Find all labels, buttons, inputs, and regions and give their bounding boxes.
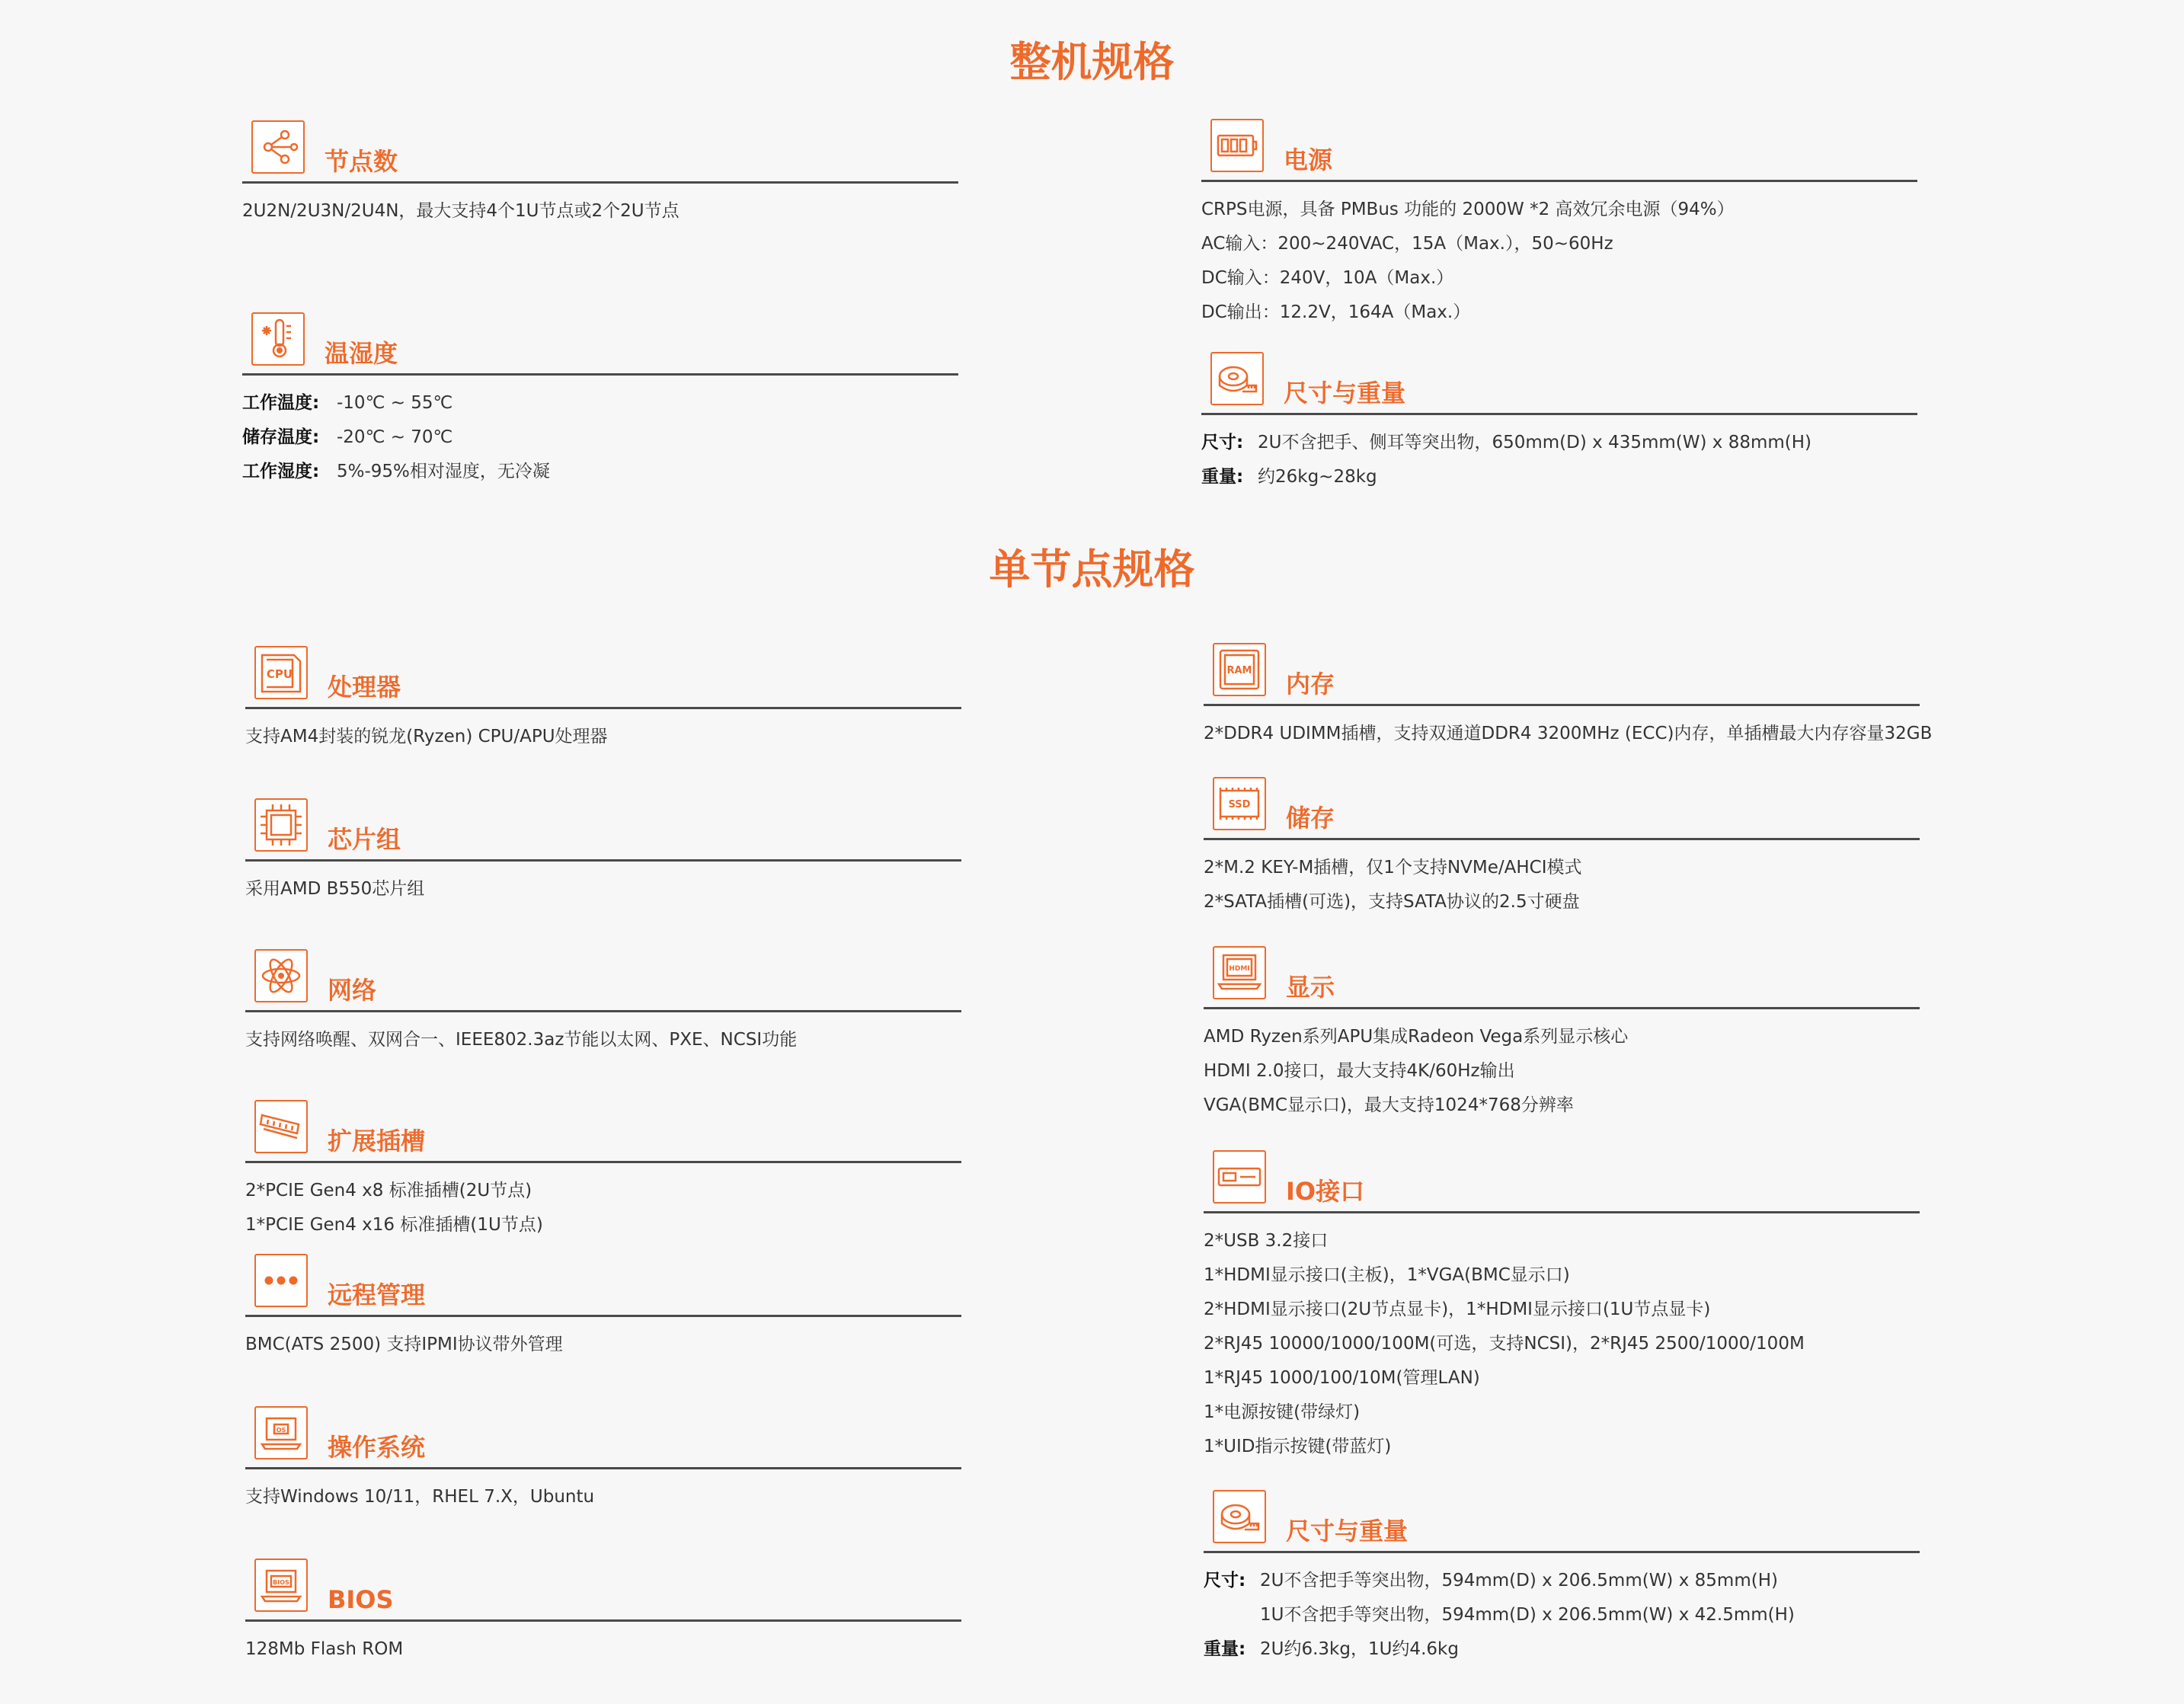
spec-value: 2U不含把手、侧耳等突出物，650mm(D) x 435mm(W) x 88mm(H) [1258,433,1812,452]
spec-line: HDMI 2.0接口，最大支持4K/60Hz输出 [1204,1061,1515,1081]
block-title: 内存 [1286,670,1335,699]
chip-icon [254,798,308,852]
io-port-icon [1213,1150,1266,1204]
block-title: 扩展插槽 [328,1127,426,1156]
tape-measure-icon [1213,1490,1266,1543]
network-share-icon [251,120,305,174]
spec-line: AMD Ryzen系列APU集成Radeon Vega系列显示核心 [1204,1027,1629,1047]
spec-line: 1*HDMI显示接口(主板)，1*VGA(BMC显示口) [1204,1265,1570,1285]
spec-line: 1*UID指示按键(带蓝灯) [1204,1437,1392,1456]
block-title: 处理器 [328,673,401,702]
block-content [1204,706,1933,751]
block-dimensions-node [1204,1490,1920,1667]
spec-line: BMC(ATS 2500) 支持IPMI协议带外管理 [245,1335,563,1354]
spec-line: 支持Windows 10/11，RHEL 7.X，Ubuntu [245,1487,595,1507]
power-supply-icon [1210,119,1264,172]
block-io-ports [1204,1150,1920,1464]
spec-value: 2U不含把手等突出物，594mm(D) x 206.5mm(W) x 85mm(H) [1260,1571,1778,1591]
spec-line: 2*USB 3.2接口 [1204,1231,1329,1251]
block-content [242,184,958,229]
block-content [1201,182,1917,330]
block-content [245,1317,961,1362]
spec-line [1201,426,1917,460]
spec-label: 工作温度: [242,393,320,413]
block-operating-system [245,1406,961,1514]
spec-line: 2*RJ45 10000/1000/100M(可选，支持NCSI)，2*RJ45 2500/1000/100M [1204,1334,1805,1354]
atom-network-icon [254,949,308,1002]
block-title: 节点数 [325,147,398,176]
block-title: 芯片组 [328,825,401,854]
svg-text:CPU: CPU [266,667,293,681]
block-title: 显示 [1286,973,1335,1002]
spec-value: -10℃ ~ 55℃ [337,393,453,413]
cpu-icon [254,646,308,699]
more-dots-icon [254,1254,308,1307]
bios-laptop-icon [254,1559,308,1612]
spec-line: DC输入：240V，10A（Max.） [1201,268,1454,288]
svg-text:RAM: RAM [1226,665,1252,676]
block-title: 操作系统 [328,1433,426,1462]
block-chipset [245,798,961,906]
spec-line: 2U2N/2U3N/2U4N，最大支持4个1U节点或2个2U节点 [242,201,680,221]
block-content [245,1163,961,1242]
spec-line: 2*SATA插槽(可选)，支持SATA协议的2.5寸硬盘 [1204,892,1580,912]
block-content [1201,415,1917,494]
block-expansion-slots [245,1100,961,1242]
ram-icon [1213,643,1266,696]
ssd-icon [1213,777,1266,830]
block-content [245,1469,961,1514]
block-nodes [242,120,958,229]
spec-value: 5%-95%相对湿度，无冷凝 [337,462,550,481]
block-temperature [242,312,958,489]
expansion-card-icon [254,1100,308,1153]
block-content [1204,840,1920,919]
whole-spec-title: 整机规格 [1009,38,1175,86]
spec-line: VGA(BMC显示口)，最大支持1024*768分辨率 [1204,1095,1574,1115]
block-content [1204,1213,1920,1464]
spec-line [1201,460,1917,494]
block-power [1201,119,1917,330]
block-title: 网络 [328,976,377,1005]
spec-line [242,420,958,455]
spec-value: -20℃ ~ 70℃ [337,427,453,447]
spec-label: 尺寸: [1201,433,1244,452]
block-memory [1204,643,1933,751]
spec-line: DC输出：12.2V，164A（Max.） [1201,302,1471,322]
spec-label: 重量: [1201,467,1244,487]
spec-line: 1*RJ45 1000/100/10M(管理LAN) [1204,1368,1480,1388]
spec-line [242,455,958,489]
block-title: BIOS [328,1585,394,1614]
spec-line: 2*PCIE Gen4 x8 标准插槽(2U节点) [245,1181,532,1200]
spec-line: 采用AMD B550芯片组 [245,879,425,899]
block-display [1204,946,1920,1123]
spec-value: 约26kg~28kg [1258,467,1377,487]
block-title: 远程管理 [328,1280,426,1309]
spec-line [242,386,958,420]
block-bios [245,1559,961,1667]
spec-label: 尺寸: [1204,1571,1246,1591]
block-content [245,862,961,906]
os-laptop-icon [254,1406,308,1459]
block-content [1204,1009,1920,1123]
spec-label: 重量: [1204,1639,1246,1659]
block-content [242,376,958,489]
spec-line: 128Mb Flash ROM [245,1639,404,1659]
block-content [1204,1553,1920,1667]
block-title: 温湿度 [325,339,398,368]
spec-line: 支持网络唤醒、双网合一、IEEE802.3az节能以太网、PXE、NCSI功能 [245,1030,798,1050]
spec-line: 1*电源按键(带绿灯) [1204,1402,1361,1422]
node-spec-title: 单节点规格 [989,545,1195,593]
spec-line: 2*DDR4 UDIMM插槽，支持双通道DDR4 3200MHz (ECC)内存，单插槽最大内存容量32GB [1204,724,1933,743]
block-content [245,709,961,754]
block-content [245,1622,961,1667]
thermometer-icon [251,312,305,366]
block-title: IO接口 [1286,1177,1365,1206]
spec-line: 2*M.2 KEY-M插槽，仅1个支持NVMe/AHCI模式 [1204,858,1582,878]
block-cpu [245,646,961,754]
hdmi-laptop-icon [1213,946,1266,999]
spec-label: 储存温度: [242,427,320,447]
block-title: 电源 [1284,145,1333,174]
spec-label: 工作湿度: [242,462,320,481]
block-title: 尺寸与重量 [1286,1517,1409,1546]
spec-line [1204,1632,1920,1667]
block-dimensions-whole [1201,352,1917,494]
tape-measure-icon [1210,352,1264,405]
spec-value: 2U约6.3kg，1U约4.6kg [1260,1639,1459,1659]
block-title: 储存 [1286,804,1335,833]
spec-line: 2*HDMI显示接口(2U节点显卡)，1*HDMI显示接口(1U节点显卡) [1204,1300,1711,1319]
spec-line [1204,1598,1920,1632]
block-storage [1204,777,1920,919]
block-content [245,1012,961,1057]
spec-line [1204,1564,1920,1598]
block-title: 尺寸与重量 [1284,379,1406,408]
svg-text:HDMI: HDMI [1229,965,1250,973]
spec-line: 支持AM4封装的锐龙(Ryzen) CPU/APU处理器 [245,727,608,746]
spec-value: 1U不含把手等突出物，594mm(D) x 206.5mm(W) x 42.5mm(H) [1260,1605,1795,1625]
svg-text:SSD: SSD [1228,799,1251,810]
spec-line: CRPS电源，具备 PMBus 功能的 2000W *2 高效冗余电源（94%） [1201,200,1735,219]
spec-line: AC输入：200~240VAC，15A（Max.），50~60Hz [1201,234,1613,254]
block-network [245,949,961,1057]
block-remote-management [245,1254,961,1362]
spec-line: 1*PCIE Gen4 x16 标准插槽(1U节点) [245,1215,543,1235]
svg-text:OS: OS [276,1427,286,1434]
svg-text:BIOS: BIOS [273,1579,289,1586]
